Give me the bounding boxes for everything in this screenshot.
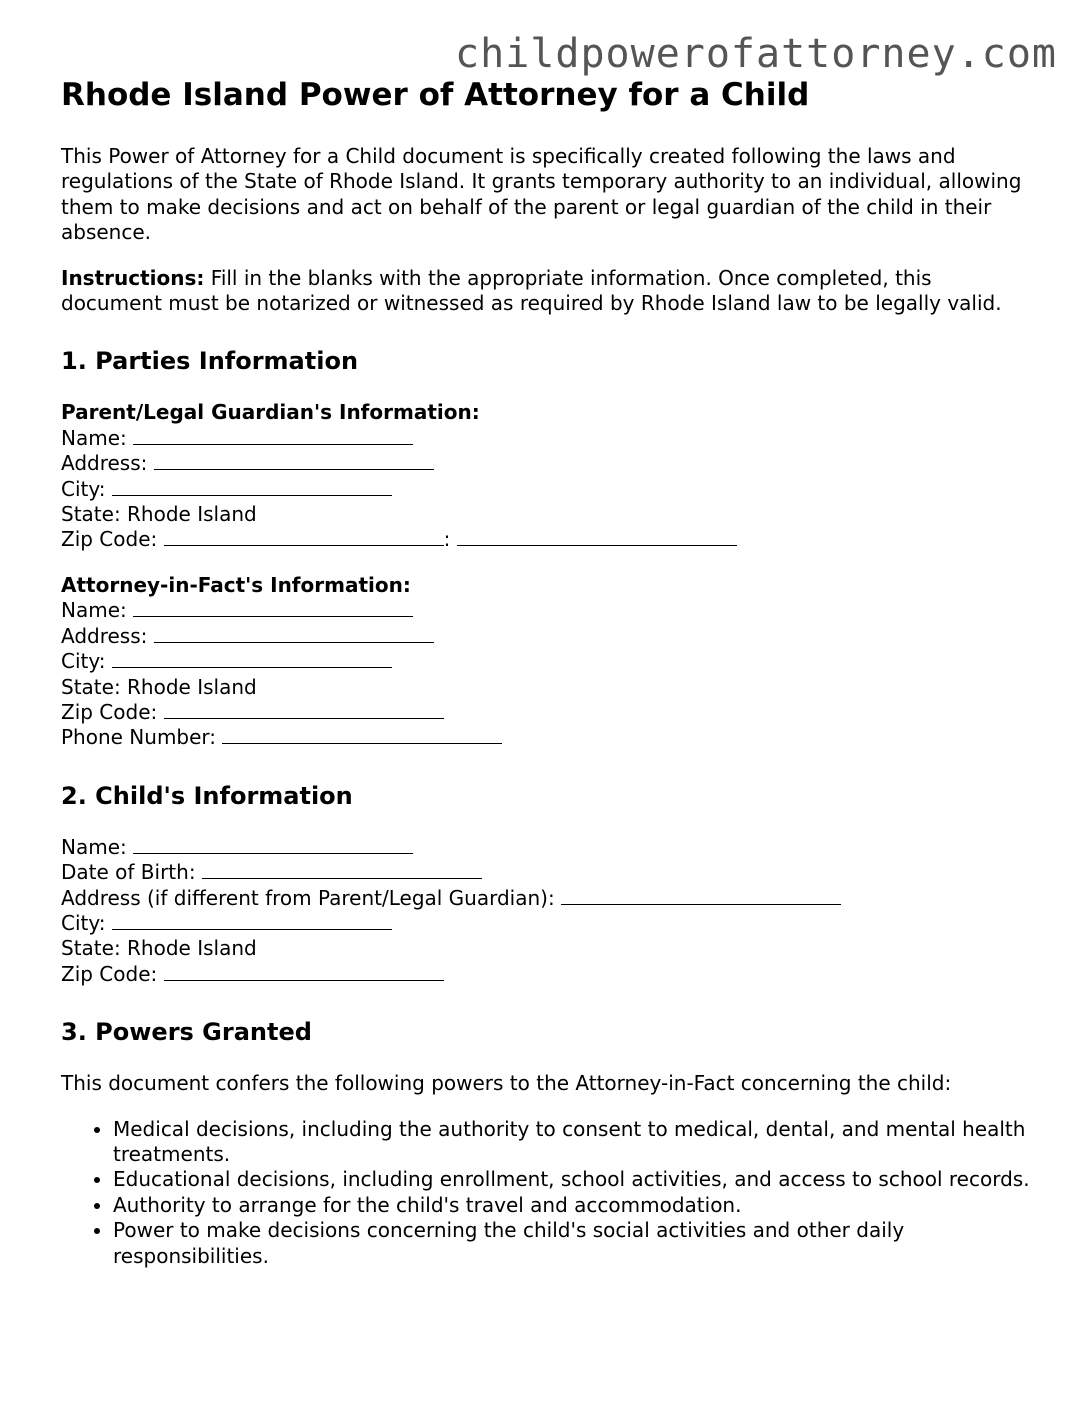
child-dob-blank[interactable] (202, 860, 482, 879)
attorney-address-blank[interactable] (154, 624, 434, 643)
child-city-line (61, 911, 1031, 936)
parent-zip-separator: : (443, 527, 457, 552)
parent-name-label: Name: (61, 425, 134, 450)
attorney-info-title: Attorney-in-Fact's Information: (61, 572, 411, 597)
child-address-blank[interactable] (561, 886, 841, 905)
attorney-city-blank[interactable] (112, 649, 392, 668)
parent-zip-line (61, 527, 1031, 552)
powers-intro: This document confers the following powers to the Attorney-in-Fact concerning the child: (61, 1071, 952, 1096)
child-info-group (61, 835, 1031, 987)
child-address-line (61, 886, 1031, 911)
attorney-phone-line (61, 725, 1031, 750)
attorney-zip-blank[interactable] (164, 700, 444, 719)
child-address-label: Address (if different from Parent/Legal Guardian): (61, 885, 562, 910)
site-watermark: childpowerofattorney.com (455, 31, 1057, 77)
instructions-paragraph (61, 266, 1031, 317)
parent-city-line (61, 477, 1031, 502)
power-item-medical: • Medical decisions, including the authority to consent to medical, dental, and mental health treatments. (113, 1117, 1031, 1168)
section-powers-heading: 3. Powers Granted (61, 1018, 312, 1047)
parent-info-group (61, 400, 1031, 552)
child-dob-label: Date of Birth: (61, 860, 202, 885)
child-city-blank[interactable] (112, 911, 392, 930)
child-zip-line (61, 962, 1031, 987)
power-item-travel: • Authority to arrange for the child's travel and accommodation. (113, 1193, 1031, 1218)
child-state-line: State: Rhode Island (61, 936, 257, 961)
child-zip-blank[interactable] (164, 962, 444, 981)
power-item-social: • Power to make decisions concerning the child's social activities and other daily responsibilities. (113, 1218, 1031, 1269)
child-name-label: Name: (61, 834, 134, 859)
parent-name-blank[interactable] (133, 426, 413, 445)
parent-state-line: State: Rhode Island (61, 502, 257, 527)
attorney-name-blank[interactable] (133, 598, 413, 617)
parent-extra-blank[interactable] (457, 527, 737, 546)
instructions-label: Instructions: (61, 265, 205, 290)
section-parties-heading: 1. Parties Information (61, 347, 359, 376)
parent-address-label: Address: (61, 451, 154, 476)
parent-city-blank[interactable] (112, 477, 392, 496)
attorney-name-label: Name: (61, 598, 134, 623)
document-title: Rhode Island Power of Attorney for a Child (61, 77, 810, 113)
section-child-heading: 2. Child's Information (61, 781, 353, 810)
attorney-phone-label: Phone Number: (61, 725, 223, 750)
attorney-zip-label: Zip Code: (61, 699, 164, 724)
child-name-line (61, 835, 1031, 860)
attorney-info-group (61, 573, 1031, 751)
parent-info-title: Parent/Legal Guardian's Information: (61, 400, 480, 425)
parent-address-line (61, 451, 1031, 476)
parent-zip-label: Zip Code: (61, 527, 164, 552)
parent-city-label: City: (61, 476, 112, 501)
child-dob-line (61, 860, 1031, 885)
powers-list (61, 1117, 1031, 1269)
attorney-state-line: State: Rhode Island (61, 674, 257, 699)
attorney-address-label: Address: (61, 623, 154, 648)
attorney-city-line (61, 649, 1031, 674)
attorney-address-line (61, 624, 1031, 649)
attorney-zip-line (61, 700, 1031, 725)
attorney-city-label: City: (61, 649, 112, 674)
child-name-blank[interactable] (133, 835, 413, 854)
instructions-text: Fill in the blanks with the appropriate information. Once completed, this document must be notarized or witnessed as required by Rhode Island law to be legally valid. (61, 265, 1002, 316)
parent-zip-blank[interactable] (164, 527, 444, 546)
intro-paragraph: This Power of Attorney for a Child document is specifically created following the laws and regulations of the State of Rhode Island. It grants temporary authority to an individual, allowing them to make decisions and act on behalf of the parent or legal guardian of the child in their absence. (61, 144, 1022, 245)
child-city-label: City: (61, 910, 112, 935)
attorney-phone-blank[interactable] (222, 725, 502, 744)
parent-name-line (61, 426, 1031, 451)
document-page (61, 76, 1031, 1269)
attorney-name-line (61, 598, 1031, 623)
parent-address-blank[interactable] (154, 451, 434, 470)
child-zip-label: Zip Code: (61, 961, 164, 986)
power-item-educational: • Educational decisions, including enrollment, school activities, and access to school records. (113, 1167, 1031, 1192)
